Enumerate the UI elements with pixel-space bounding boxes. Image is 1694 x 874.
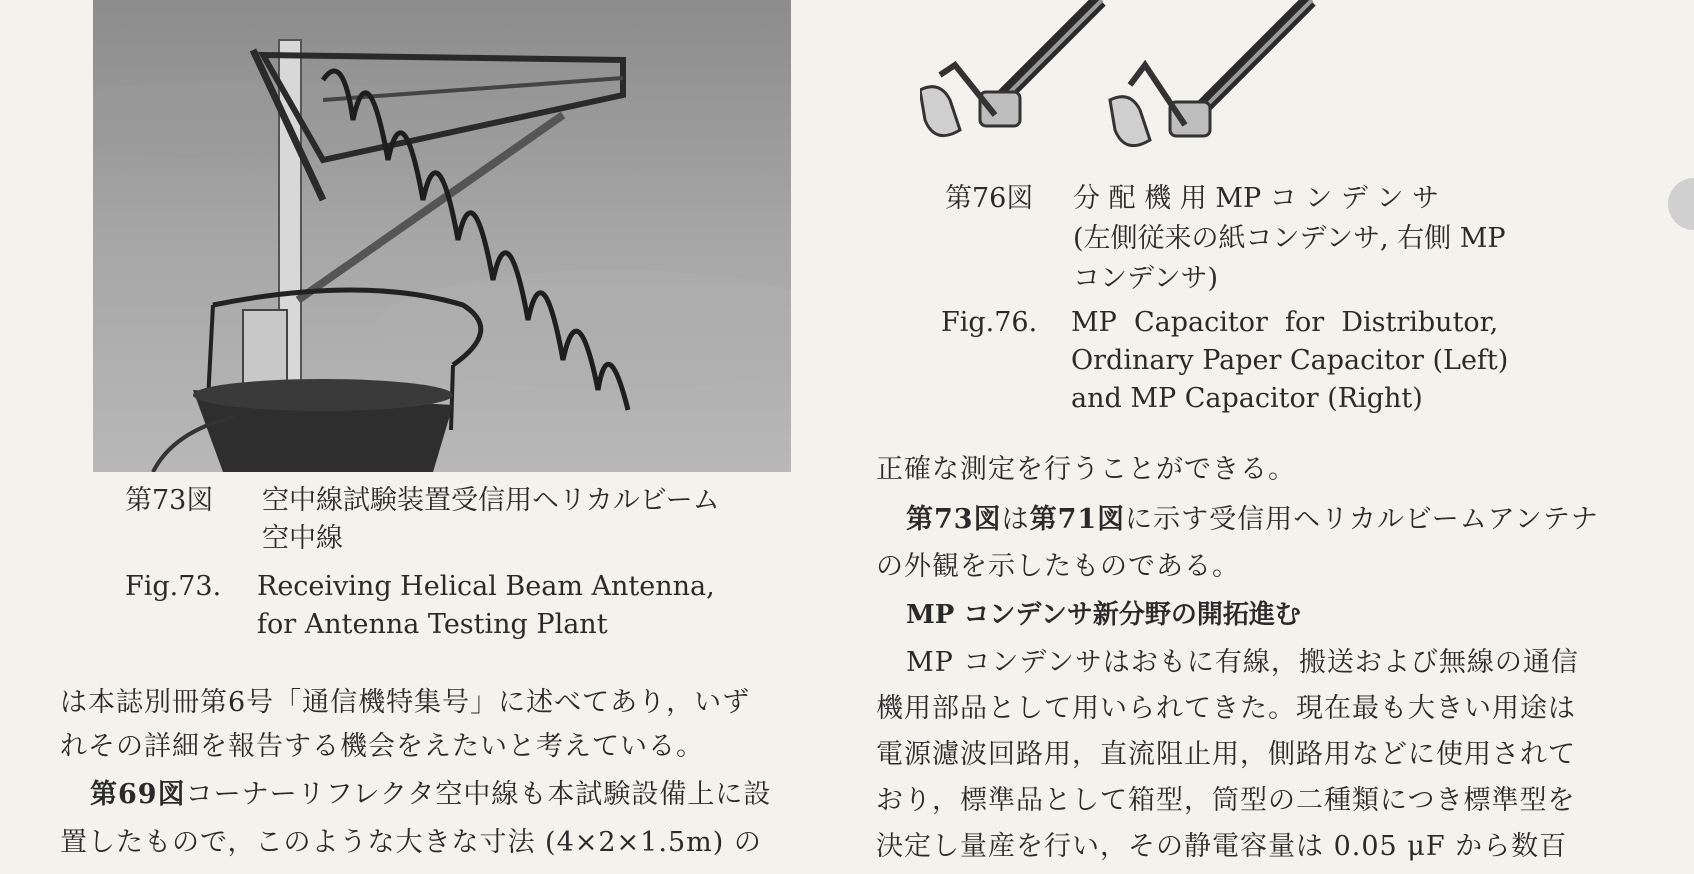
capacitor-illustration: [920, 0, 1430, 170]
left-body-line3-text: コーナーリフレクタ空中線も本試験設備上に設: [185, 779, 772, 810]
right-body-line2: [906, 499, 1599, 541]
page-edge-tab: [1668, 178, 1694, 230]
fig71-reference: 第71図: [1029, 504, 1126, 535]
right-body-line3: の外観を示したものである。: [876, 551, 1240, 582]
right-body-line2-mid: は: [1001, 504, 1030, 535]
section-heading: MP コンデンサ新分野の開拓進む: [906, 600, 1301, 630]
left-body-line3: [90, 774, 771, 816]
right-body-line5: 機用部品として用いられてきた。現在最も大きい用途は: [876, 693, 1576, 724]
right-body-line1: 正確な測定を行うことができる。: [876, 454, 1296, 485]
right-body-line8: 決定し量産を行い，その静電容量は 0.05 μF から数百: [876, 831, 1568, 862]
fig76-title-en-line1: MP Capacitor for Distributor,: [1071, 307, 1499, 338]
fig76-title-en-line2: Ordinary Paper Capacitor (Left): [1071, 345, 1509, 376]
fig76-caption-en: [941, 304, 1621, 424]
fig76-title-en-line3: and MP Capacitor (Right): [1071, 383, 1423, 414]
left-body-line4: 置したもので，このような大きな寸法 (4×2×1.5m) の: [60, 827, 762, 858]
fig76-title-jp-line3: コンデンサ): [1073, 263, 1218, 294]
fig73-label-jp: 第73図: [125, 485, 214, 516]
fig73-label-en: Fig.73.: [125, 571, 222, 602]
fig76-label-jp: 第76図: [945, 183, 1034, 214]
right-body-line2-text: に示す受信用ヘリカルビームアンテナ: [1125, 504, 1599, 535]
right-body-line6: 電源濾波回路用，直流阻止用，側路用などに使用されて: [876, 739, 1576, 770]
fig73-caption-jp: [125, 482, 765, 562]
fig73-title-jp-line2: 空中線: [262, 523, 343, 554]
fig73-title-jp-line1: 空中線試験装置受信用ヘリカルビーム: [262, 485, 720, 516]
fig73-title-en-line1: Receiving Helical Beam Antenna,: [257, 571, 715, 602]
fig76-caption-jp: [945, 180, 1605, 300]
helical-antenna-photo: [93, 0, 791, 472]
left-body-line2: れその詳細を報告する機会をえたいと考えている。: [60, 731, 704, 762]
fig76-title-jp-line1: 分 配 機 用 MP コ ン デ ン サ: [1073, 183, 1440, 214]
right-body-line4: MP コンデンサはおもに有線，搬送および無線の通信: [906, 647, 1579, 678]
fig73-caption-en: [125, 568, 765, 648]
left-body-line1: は本誌別冊第6号「通信機特集号」に述べてあり，いず: [60, 687, 751, 718]
right-body-line7: おり，標準品として箱型，筒型の二種類につき標準型を: [876, 785, 1576, 816]
fig76-label-en: Fig.76.: [941, 307, 1038, 338]
fig73-reference: 第73図: [906, 504, 1002, 535]
capacitor-photo: [920, 0, 1430, 170]
fig69-reference: 第69図: [90, 779, 186, 810]
fig76-title-jp-line2: (左側従来の紙コンデンサ, 右側 MP: [1073, 223, 1506, 254]
helical-antenna-illustration: [93, 0, 791, 472]
fig73-title-en-line2: for Antenna Testing Plant: [257, 609, 608, 640]
